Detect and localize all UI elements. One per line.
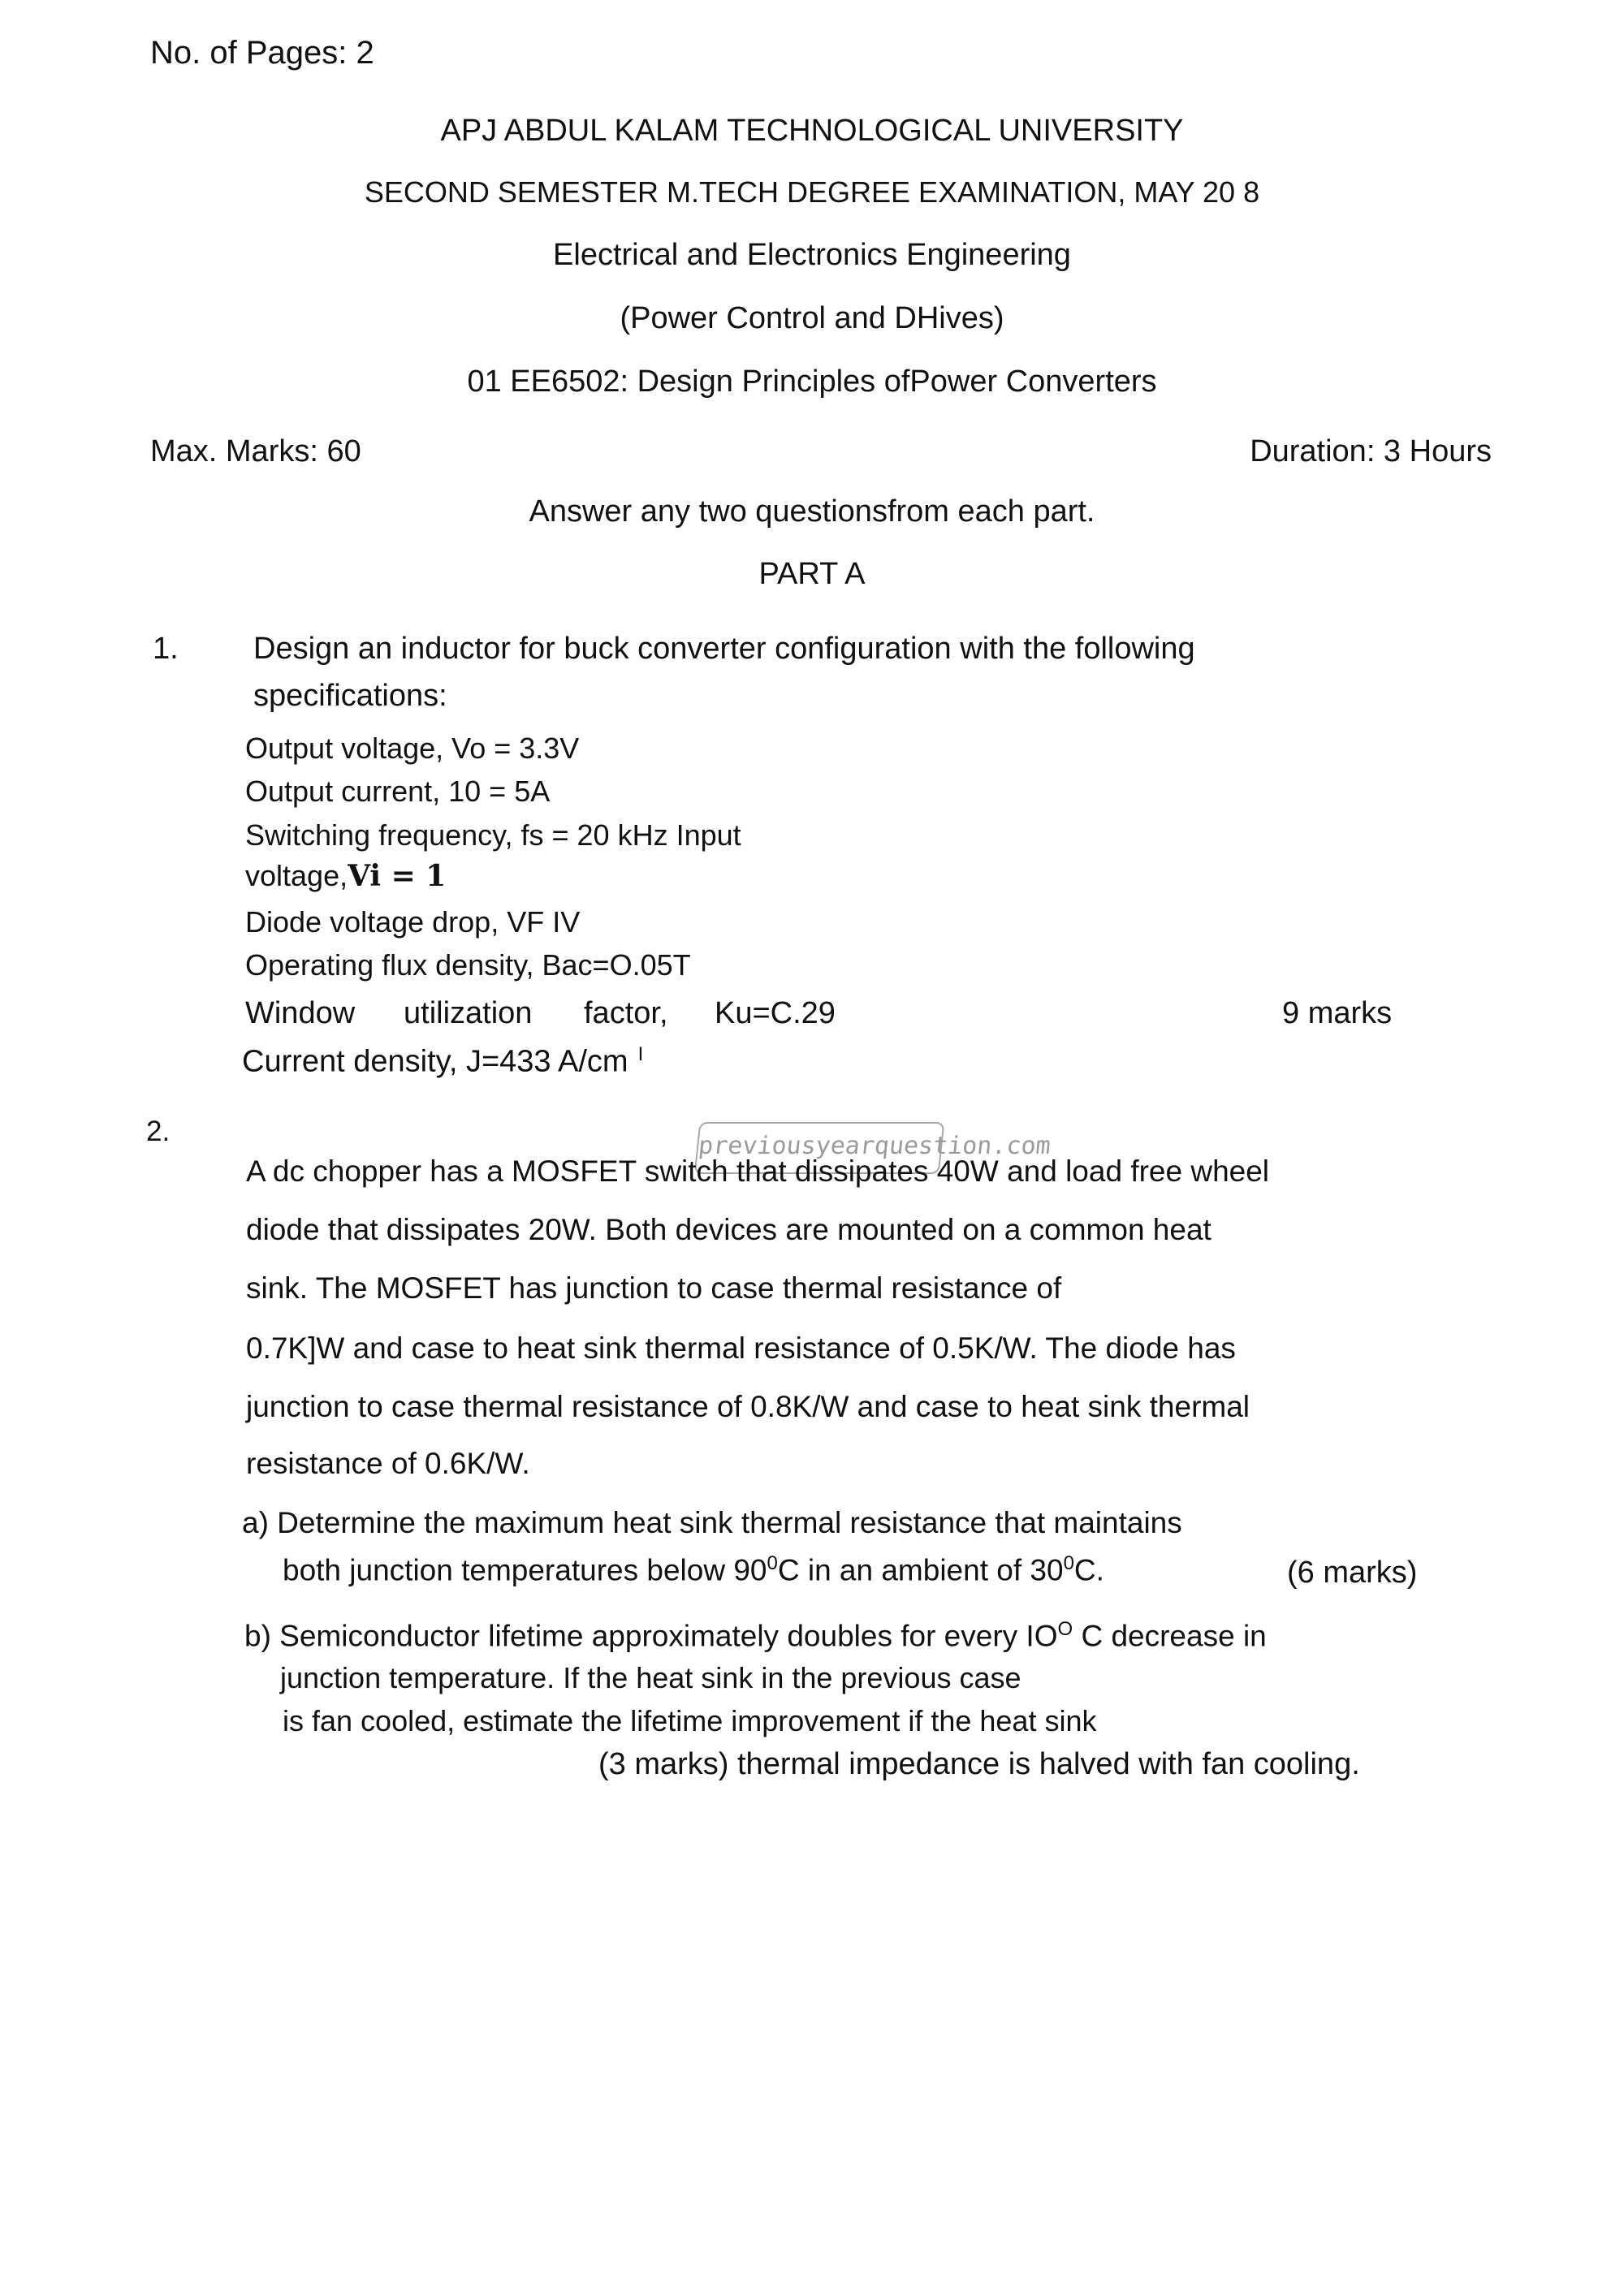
spec-output-current: Output current, 10 = 5A [245, 775, 551, 808]
spec-factor-word: factor, [584, 996, 668, 1030]
question-2-para-line: diode that dissipates 20W. Both devices are mounted on a common heat [246, 1213, 1212, 1246]
question-2-para-line: junction to case thermal resistance of 0.8K/W and case to heat sink thermal [246, 1390, 1250, 1423]
spec-utilization-word: utilization [404, 996, 533, 1030]
question-1-text-line2: specifications: [253, 679, 447, 713]
spec-window-word: Window [245, 996, 356, 1030]
duration: Duration: 3 Hours [1250, 434, 1492, 468]
question-1-text-line1: Design an inductor for buck converter configuration with the following [253, 632, 1195, 666]
degree-superscript: O [1057, 1618, 1073, 1640]
question-2a-text: C in an ambient of 30 [777, 1553, 1064, 1587]
question-1-number: 1. [153, 632, 179, 666]
question-2a-line1: a) Determine the maximum heat sink thermal resistance that maintains [242, 1506, 1182, 1539]
question-2-para-line: sink. The MOSFET has junction to case thermal resistance of [246, 1271, 1062, 1305]
spec-input-voltage-label: voltage, [245, 859, 348, 892]
spec-current-density-superscript: I [637, 1043, 644, 1065]
spec-input-voltage [245, 861, 446, 891]
question-2a-marks: (6 marks) [1287, 1556, 1418, 1590]
question-2b-line4: (3 marks) thermal impedance is halved with fan cooling. [598, 1747, 1360, 1781]
question-2b-text: b) Semiconductor lifetime approximately doubles for every IO [244, 1619, 1058, 1653]
instruction: Answer any two questionsfrom each part. [529, 494, 1095, 529]
part-heading: PART A [758, 557, 866, 591]
stream-name: (Power Control and DHives) [620, 301, 1004, 335]
question-2-para-line: resistance of 0.6K/W. [246, 1447, 530, 1480]
spec-ku-value: Ku=C.29 [715, 996, 836, 1030]
question-2a-text: both junction temperatures below 90 [283, 1553, 767, 1587]
spec-diode-drop: Diode voltage drop, VF IV [245, 905, 581, 939]
question-2b-text: C decrease in [1073, 1619, 1267, 1653]
watermark-stamp: previousyearquestion.com [694, 1122, 945, 1174]
spec-flux-density: Operating flux density, Bac=O.05T [245, 948, 691, 982]
degree-superscript: 0 [767, 1552, 778, 1574]
question-2a-text: C. [1073, 1553, 1104, 1587]
max-marks: Max. Marks: 60 [150, 434, 361, 468]
degree-superscript: 0 [1063, 1552, 1074, 1574]
exam-title: SECOND SEMESTER M.TECH DEGREE EXAMINATION, MAY 20 8 [364, 175, 1260, 209]
question-2a-line2 [283, 1554, 1104, 1585]
spec-output-voltage: Output voltage, Vo = 3.3V [245, 732, 580, 765]
question-2-number: 2. [146, 1116, 171, 1147]
spec-current-density [242, 1045, 643, 1077]
spec-input-voltage-value: Vi = 1 [348, 859, 447, 893]
question-1-marks: 9 marks [1282, 996, 1393, 1030]
spec-switching-frequency: Switching frequency, fs = 20 kHz Input [245, 818, 741, 852]
course-title: 01 EE6502: Design Principles ofPower Converters [467, 365, 1157, 399]
question-2-para-line: A dc chopper has a MOSFET switch that dissipates 40W and load free wheel [246, 1154, 1270, 1188]
spec-current-density-text: Current density, J=433 A/cm [242, 1044, 628, 1079]
question-2-para-line: 0.7K]W and case to heat sink thermal resistance of 0.5K/W. The diode has [246, 1331, 1236, 1365]
page-count: No. of Pages: 2 [150, 35, 374, 71]
question-2b-line3: is fan cooled, estimate the lifetime improvement if the heat sink [283, 1704, 1097, 1737]
university-name: APJ ABDUL KALAM TECHNOLOGICAL UNIVERSITY [440, 114, 1184, 148]
question-2b-line1 [244, 1620, 1267, 1651]
question-2b-line2: junction temperature. If the heat sink in the previous case [280, 1661, 1021, 1694]
branch-name: Electrical and Electronics Engineering [553, 238, 1071, 272]
